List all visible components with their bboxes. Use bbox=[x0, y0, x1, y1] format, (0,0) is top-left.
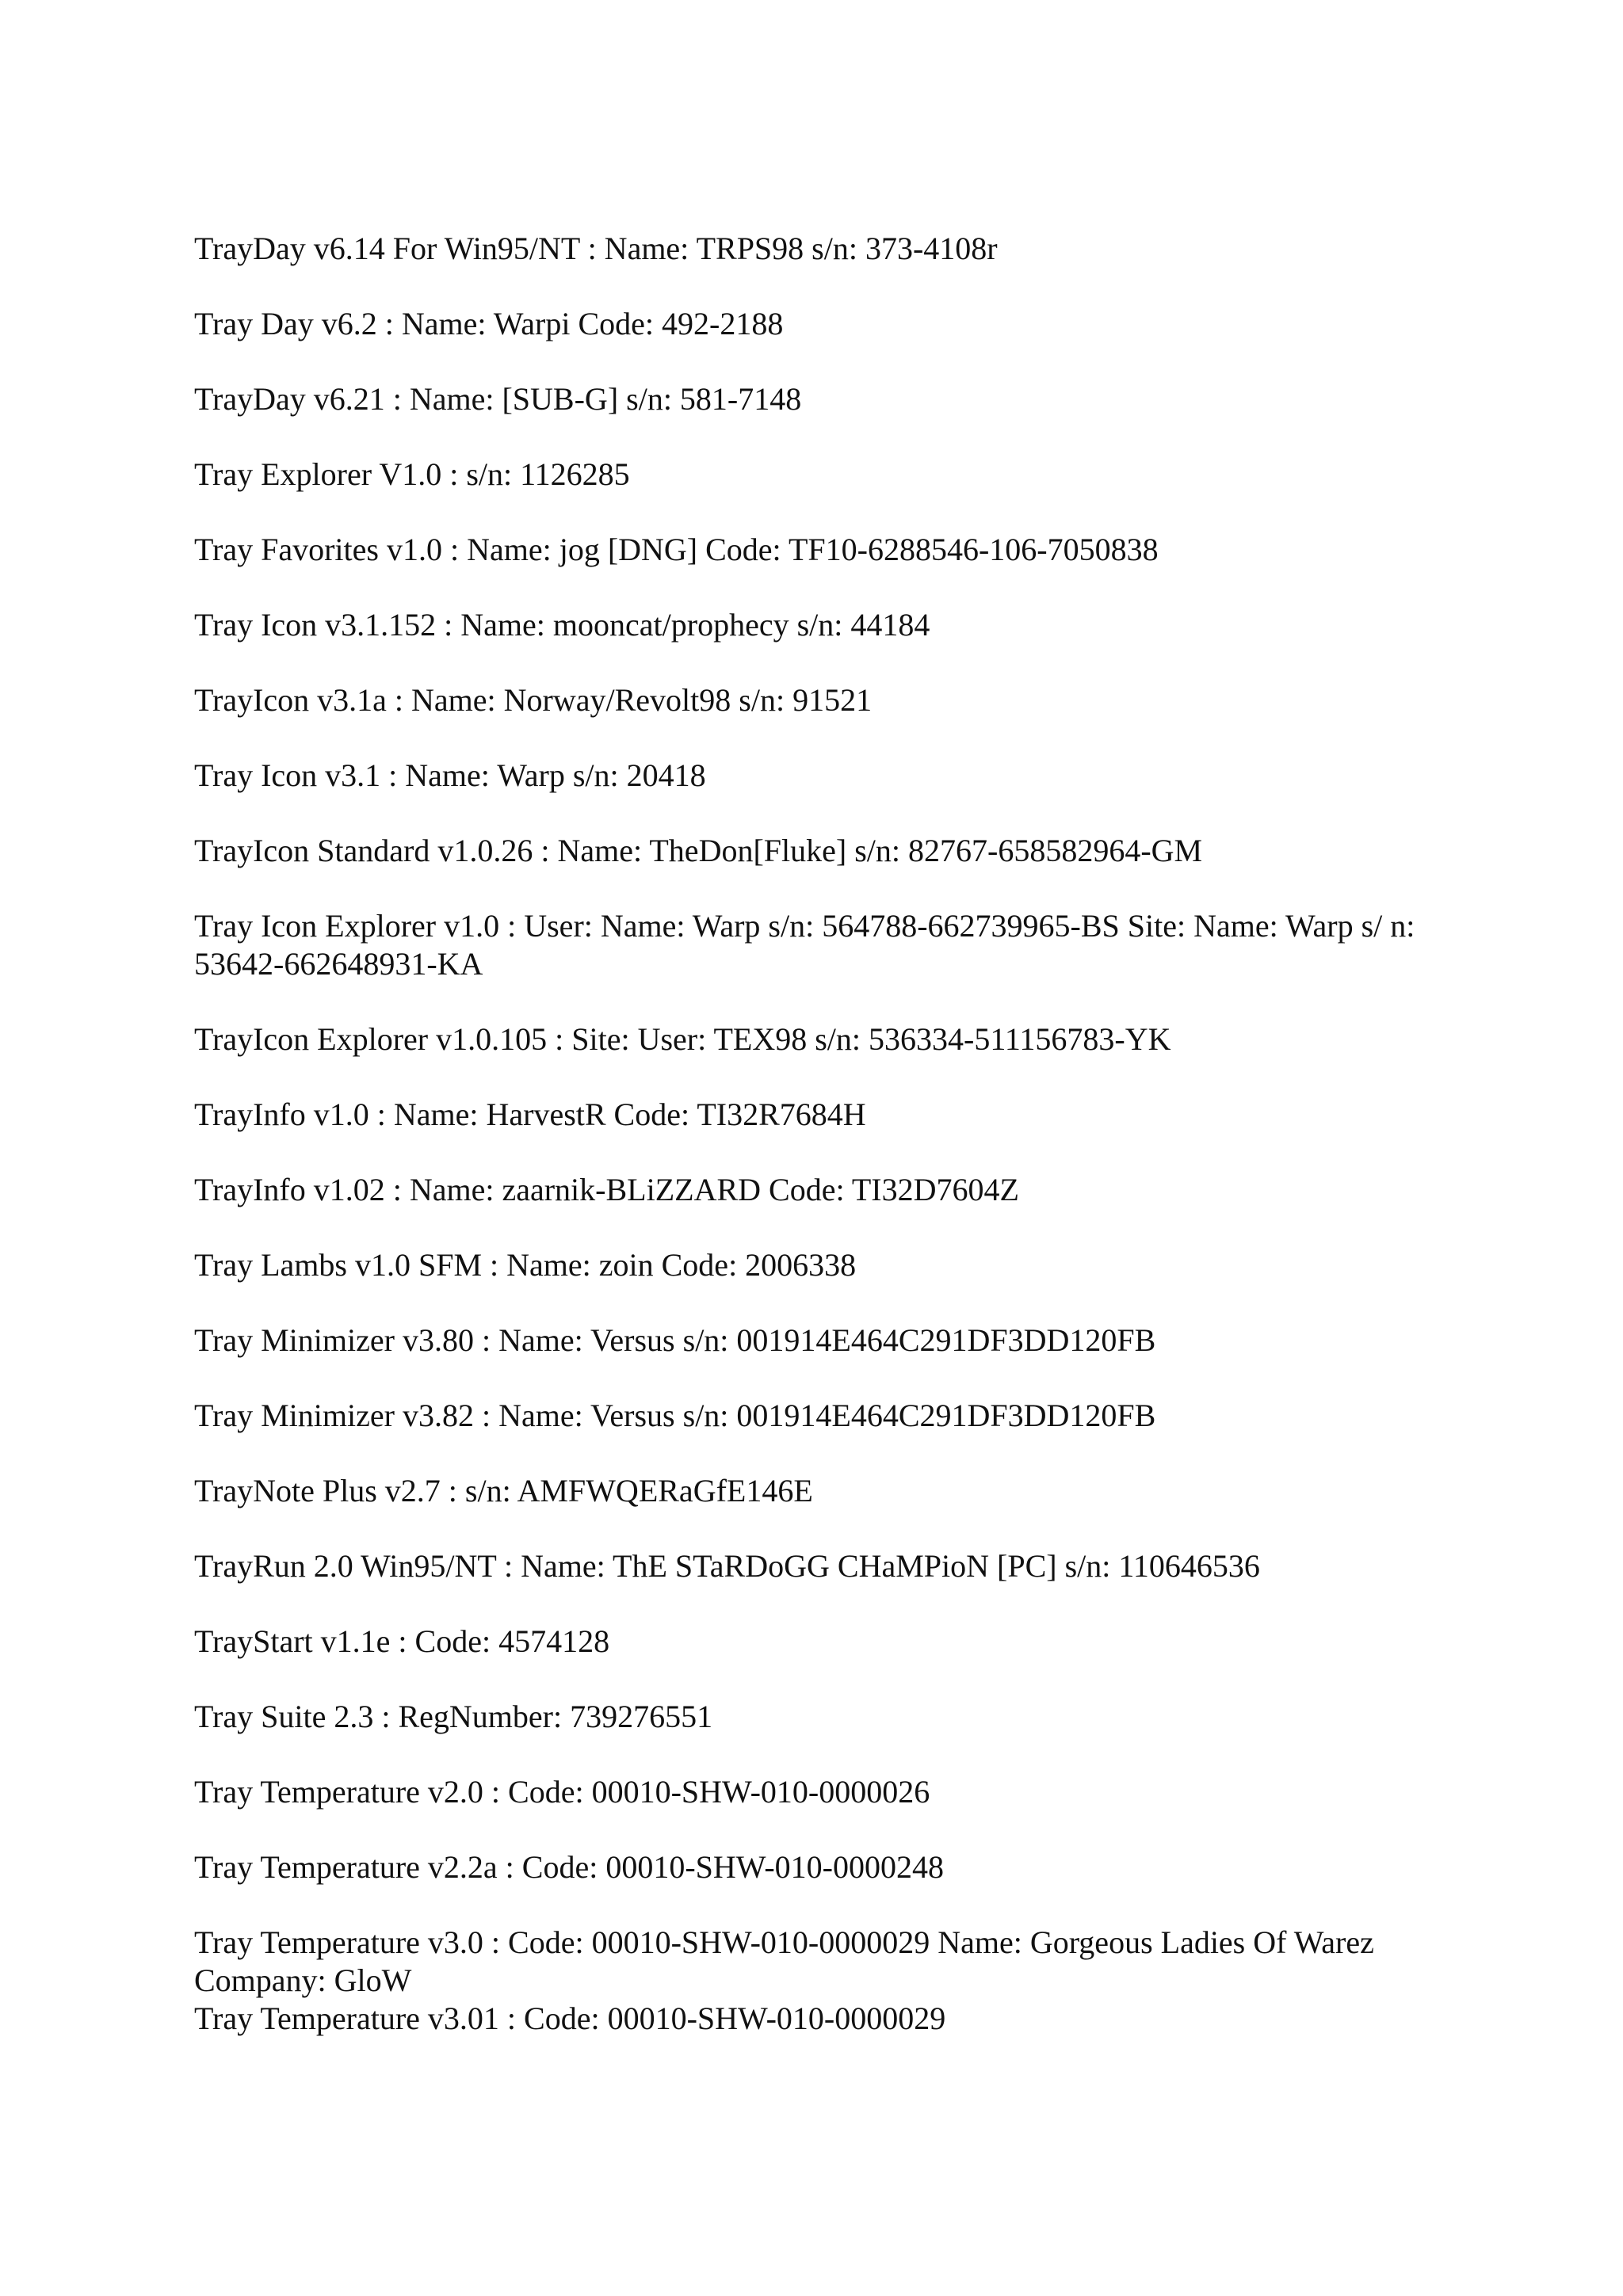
list-item: TrayIcon Standard v1.0.26 : Name: TheDon[Fluke] s/n: 82767-658582964-GM bbox=[194, 833, 1203, 868]
list-item: Tray Lambs v1.0 SFM : Name: zoin Code: 2006338 bbox=[194, 1247, 857, 1283]
list-item: TrayDay v6.21 : Name: [SUB-G] s/n: 581-7148 bbox=[194, 381, 802, 417]
list-item: Tray Day v6.2 : Name: Warpi Code: 492-2188 bbox=[194, 306, 784, 341]
list-item: Tray Icon v3.1.152 : Name: mooncat/prophecy s/n: 44184 bbox=[194, 607, 930, 643]
list-item: TrayStart v1.1e : Code: 4574128 bbox=[194, 1623, 610, 1659]
list-item: Tray Explorer V1.0 : s/n: 1126285 bbox=[194, 456, 630, 492]
list-item: TrayInfo v1.0 : Name: HarvestR Code: TI32R7684H bbox=[194, 1097, 866, 1132]
list-item: Tray Temperature v2.0 : Code: 00010-SHW-010-0000026 bbox=[194, 1774, 930, 1810]
list-item: Tray Minimizer v3.80 : Name: Versus s/n: 001914E464C291DF3DD120FB bbox=[194, 1322, 1156, 1358]
serial-entry-list bbox=[194, 230, 1450, 2038]
list-item: Tray Suite 2.3 : RegNumber: 739276551 bbox=[194, 1699, 713, 1734]
list-item: TrayRun 2.0 Win95/NT : Name: ThE STaRDoGG CHaMPioN [PC] s/n: 110646536 bbox=[194, 1548, 1260, 1584]
list-item: Tray Temperature v3.01 : Code: 00010-SHW-010-0000029 bbox=[194, 2000, 946, 2036]
list-item: TrayDay v6.14 For Win95/NT : Name: TRPS98 s/n: 373-4108r bbox=[194, 231, 998, 266]
list-item: Tray Icon Explorer v1.0 : User: Name: Warp s/n: 564788-662739965-BS Site: Name: Warp s/ n: 53642-662648931-KA bbox=[194, 908, 1415, 982]
list-item: Tray Minimizer v3.82 : Name: Versus s/n: 001914E464C291DF3DD120FB bbox=[194, 1398, 1156, 1433]
list-item: Tray Favorites v1.0 : Name: jog [DNG] Code: TF10-6288546-106-7050838 bbox=[194, 532, 1159, 567]
list-item: TrayIcon v3.1a : Name: Norway/Revolt98 s/n: 91521 bbox=[194, 682, 873, 718]
list-item: TrayIcon Explorer v1.0.105 : Site: User: TEX98 s/n: 536334-511156783-YK bbox=[194, 1021, 1171, 1057]
list-item: Tray Temperature v2.2a : Code: 00010-SHW-010-0000248 bbox=[194, 1849, 944, 1885]
list-item: TrayInfo v1.02 : Name: zaarnik-BLiZZARD Code: TI32D7604Z bbox=[194, 1172, 1019, 1207]
list-item: Tray Icon v3.1 : Name: Warp s/n: 20418 bbox=[194, 757, 706, 793]
list-item: Tray Temperature v3.0 : Code: 00010-SHW-010-0000029 Name: Gorgeous Ladies Of Warez Company: GloW bbox=[194, 1924, 1374, 1998]
list-item: TrayNote Plus v2.7 : s/n: AMFWQERaGfE146E bbox=[194, 1473, 813, 1508]
